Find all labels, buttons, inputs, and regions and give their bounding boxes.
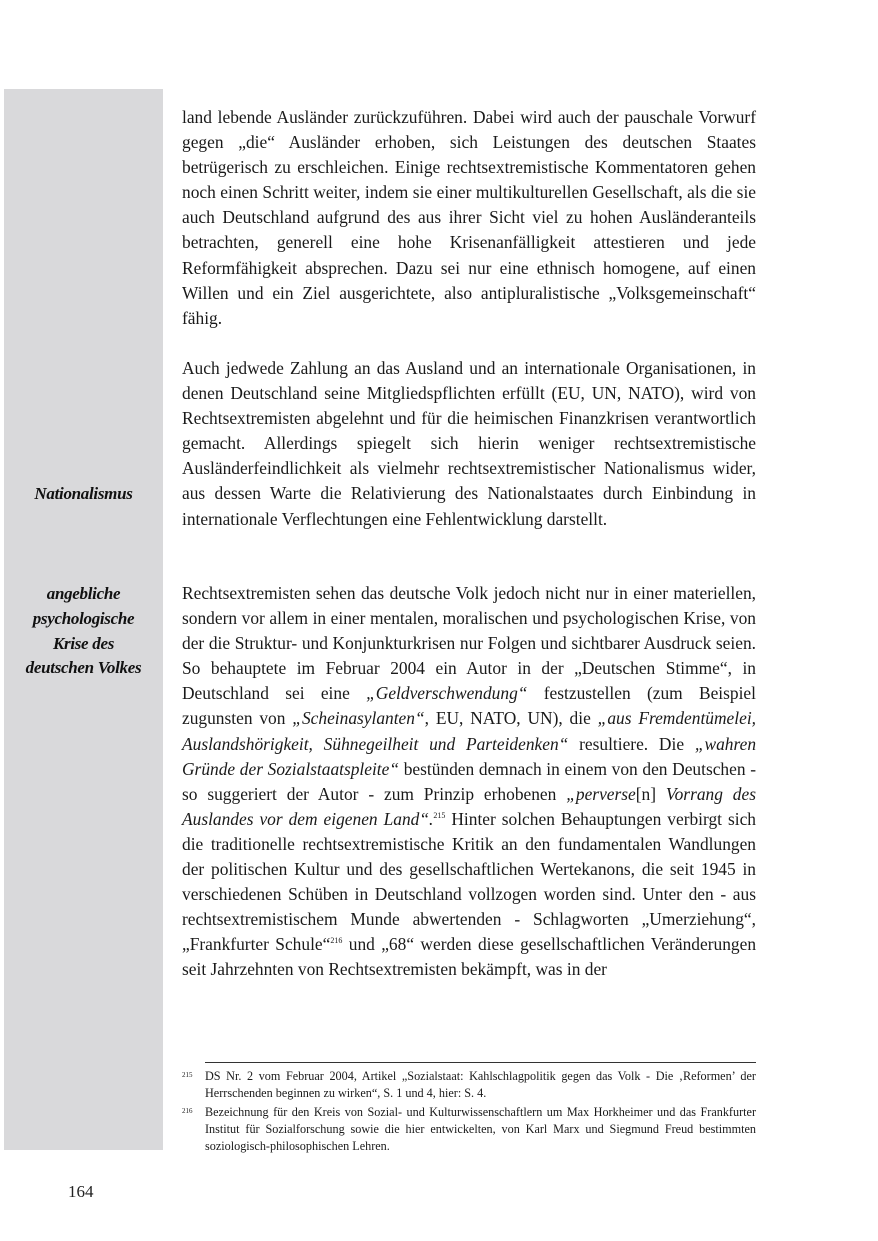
footnote-text: DS Nr. 2 vom Februar 2004, Artikel „Sozialstaat: Kahlschlagpolitik gegen das Volk - Die ‚Reformen’ der Herrschenden beginnen zu wirken“, S. 1 und 4, hier: S. 4. [205, 1069, 756, 1101]
paragraph-text [182, 581, 756, 983]
paragraph-text: land lebende Ausländer zurückzuführen. Dabei wird auch der pauschale Vorwurf gegen „die“ Ausländer erhoben, sich Leistungen des deutschen Staates betrügerisch zu erschleichen. Einige rechtsextremistische Kommentatoren gehen noch einen Schritt weiter, indem sie einer multikulturellen Gesellschaft, als die sie auch Deutschland aufgrund des aus ihrer Sicht viel zu hohen Ausländeranteils betrachten, generell eine hohe Krisenanfälligkeit attestieren und jede Reformfähigkeit absprechen. Dazu sei nur eine ethnisch homogene, auf einen Willen und ein Ziel ausgerichtete, also antipluralistische „Volksgemeinschaft“ fähig. [182, 107, 756, 328]
footnote-number: 216 [182, 1106, 193, 1115]
quote-italic: „Geldverschwendung“ [366, 683, 528, 704]
footnote-reference[interactable]: 216 [330, 936, 343, 946]
text-run: festzustellen (zum Beispiel zugunsten von [182, 683, 756, 729]
margin-note-text: Nationalismus [34, 484, 133, 503]
quote-italic: Vorrang des Auslandes vor dem eigenen Land“. [182, 783, 756, 829]
margin-note-line: Krise des [52, 633, 115, 653]
text-run: und „68“ werden diese gesellschaftlichen Veränderungen seit Jahrzehnten von Rechtsextremisten bekämpft, was in der [182, 934, 757, 980]
quote-italic: „perverse [566, 783, 636, 804]
footnote-number: 215 [182, 1071, 193, 1079]
body-paragraph-3 [182, 581, 756, 983]
body-paragraph-1 [182, 105, 756, 331]
text-run: Hinter solchen Behauptungen verbirgt sich die traditionelle rechtsextremistische Kritik an den fundamentalen Wandlungen der politischen Kultur und des gesellschaftlichen Wertekanons, die seit 1945 in verschiedenen Schüben in Deutschland vollzogen worden sind. Unter den - aus rechtsextremistischem Munde abwertenden - Schlagworten „Umerziehung“, „Frankfurter Schule“ [182, 808, 757, 955]
margin-note-line: deutschen Volkes [25, 658, 142, 678]
footnote-text: Bezeichnung für den Kreis von Sozial- und Kulturwissenschaftlern um Max Horkheimer und das Frankfurter Institut für Sozialforschung sowie die hier entwickelten, von Karl Marx und Siegmund Freud bestimmten soziologisch-philosophischen Lehren. [205, 1104, 756, 1154]
margin-note-krise [4, 582, 163, 681]
margin-note-line: angebliche [46, 584, 121, 603]
footnote-reference[interactable]: 215 [433, 810, 446, 820]
text-run: resultiere. Die [568, 733, 695, 754]
body-paragraph-2 [182, 356, 756, 532]
footnote [182, 1068, 756, 1103]
quote-italic: „wahren Gründe der Sozialstaatspleite“ [182, 733, 757, 779]
footnotes [182, 1068, 756, 1156]
text-run: Rechtsextremisten sehen das deutsche Volk jedoch nicht nur in einer materiellen, sondern vor allem in einer mentalen, moralischen und psychologischen Krise, von der die Struktur- und Konjunkturkrisen nur Folgen und sichtbarer Ausdruck seien. So behauptete im Februar 2004 ein Autor in der „Deutschen Stimme“, in Deutschland sei eine [182, 583, 756, 704]
quote-italic: „aus Fremdentümelei, Auslandshörigkeit, Sühnegeilheit und Parteidenken“ [182, 708, 756, 754]
footnote [182, 1104, 756, 1156]
text-run: bestünden demnach in einem von den Deutschen - so suggeriert der Autor - zum Prinzip erhobenen [182, 758, 756, 804]
text-run: , EU, NATO, UN), die [424, 708, 598, 729]
margin-note-line: psychologische [32, 608, 135, 628]
footnote-divider [205, 1062, 756, 1063]
page-number: 164 [68, 1182, 94, 1201]
text-run: [n] [635, 783, 657, 804]
margin-note-nationalismus [4, 482, 163, 507]
paragraph-text: Auch jedwede Zahlung an das Ausland und an internationale Organisationen, in denen Deutschland seine Mitgliedspflichten erfüllt (EU, UN, NATO), wird von Rechtsextremisten abgelehnt und für die heimischen Finanzkrisen verantwortlich gemacht. Allerdings spiegelt sich hierin weniger rechtsextremistische Ausländerfeindlichkeit als vielmehr rechtsextremistischer Nationalismus wider, aus dessen Warte die Relativierung des Nationalstaates durch Einbindung in internationale Verflechtungen eine Fehlentwicklung darstellt. [182, 358, 756, 529]
quote-italic: „Scheinasylanten“ [292, 708, 425, 729]
